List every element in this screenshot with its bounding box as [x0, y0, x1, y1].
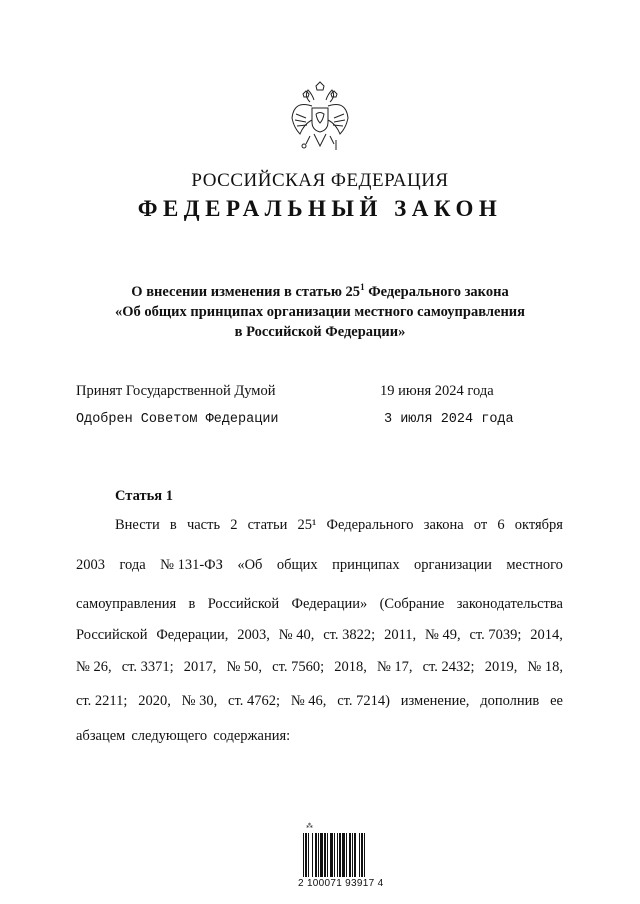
article-word: организации [414, 557, 492, 573]
title-line-1: О внесении изменения в статью $25^1$ Федерального закона [131, 282, 509, 300]
article-word: 2 [230, 517, 238, 533]
article-word: № 40, [278, 627, 315, 643]
article-word: № 50, [226, 659, 263, 675]
article-word: в [188, 596, 196, 612]
article-word: ст. 4762; [228, 693, 281, 709]
article-word: Федерального [326, 517, 414, 533]
article-word: 2011, [384, 627, 417, 643]
article-word: 2003, [237, 627, 270, 643]
article-word: № 26, [76, 659, 112, 675]
document-type: ФЕДЕРАЛЬНЫЙ ЗАКОН [137, 196, 503, 221]
article-word: 25¹ [297, 517, 317, 533]
article-word: местного [506, 557, 563, 573]
article-word: 2018, [334, 659, 367, 675]
article-word: № 30, [181, 693, 218, 709]
barcode-block [298, 822, 388, 894]
article-word: 2003 [76, 557, 105, 573]
duma-adoption-label: Принят Государственной Думой [76, 383, 276, 399]
article-word: содержания: [213, 728, 291, 744]
article-word: ст. 7560; [272, 659, 325, 675]
article-line [76, 728, 563, 745]
article-word: общих [276, 557, 318, 573]
article-line [76, 557, 563, 574]
article-word: абзацем [76, 728, 126, 744]
law-title [60, 282, 580, 342]
article-word: часть [186, 517, 221, 533]
article-line [76, 693, 563, 710]
council-approval-label: Одобрен Советом Федерации [76, 412, 279, 427]
barcode-number: 2 100071 93917 4 [298, 878, 384, 889]
article-word: № 17, [376, 659, 413, 675]
duma-adoption-date: 19 июня 2024 года [380, 383, 494, 399]
article-word: статьи [247, 517, 288, 533]
article-word: ст. 3371; [121, 659, 174, 675]
article-word: в [169, 517, 177, 533]
article-word: № 131-ФЗ [160, 557, 223, 573]
barcode-icon [303, 833, 383, 877]
article-word: Федерации» [291, 596, 368, 612]
article-word: закона [423, 517, 464, 533]
article-word: 2014, [530, 627, 563, 643]
coat-of-arms-icon [290, 80, 350, 156]
country-name: РОССИЙСКАЯ ФЕДЕРАЦИЯ [191, 170, 449, 191]
article-word: следующего [131, 728, 208, 744]
article-word: (Собрание [379, 596, 445, 612]
council-approval-date: 3 июля 2024 года [384, 412, 514, 427]
article-word: 2017, [183, 659, 217, 675]
article-word: дополнив [480, 693, 540, 709]
article-word: самоуправления [76, 596, 177, 612]
article-word: ст. 2211; [76, 693, 128, 709]
article-word: изменение, [400, 693, 470, 709]
article-line [76, 596, 563, 613]
article-word: от [473, 517, 488, 533]
article-word: ст. 7039; [469, 627, 522, 643]
article-word: 2020, [138, 693, 171, 709]
article-word: № 46, [290, 693, 327, 709]
article-word: ее [550, 693, 563, 709]
article-word: 6 [497, 517, 505, 533]
registry-mark-icon: ⁂ [306, 823, 313, 830]
article-word: № 18, [527, 659, 563, 675]
article-line [115, 517, 563, 534]
article-word: ст. 3822; [323, 627, 376, 643]
title-line-2: «Об общих принципах организации местного самоуправления [115, 304, 525, 320]
article-word: года [119, 557, 146, 573]
article-word: ст. 2432; [422, 659, 475, 675]
article-word: октября [514, 517, 563, 533]
article-word: законодательства [456, 596, 563, 612]
title-line-3: в Российской Федерации» [234, 324, 406, 340]
article-line [76, 627, 563, 644]
article-word: «Об [237, 557, 263, 573]
article-word: 2019, [484, 659, 518, 675]
article-word: ст. 7214) [337, 693, 390, 709]
article-word: Российской [207, 596, 280, 612]
article-word: Внести [115, 517, 160, 533]
article-heading: Статья 1 [115, 488, 173, 504]
article-line [76, 659, 563, 676]
superscript: 1 [360, 282, 365, 293]
article-word: Федерации, [156, 627, 229, 643]
article-word: № 49, [425, 627, 461, 643]
article-word: принципах [332, 557, 400, 573]
article-word: Российской [76, 627, 148, 643]
